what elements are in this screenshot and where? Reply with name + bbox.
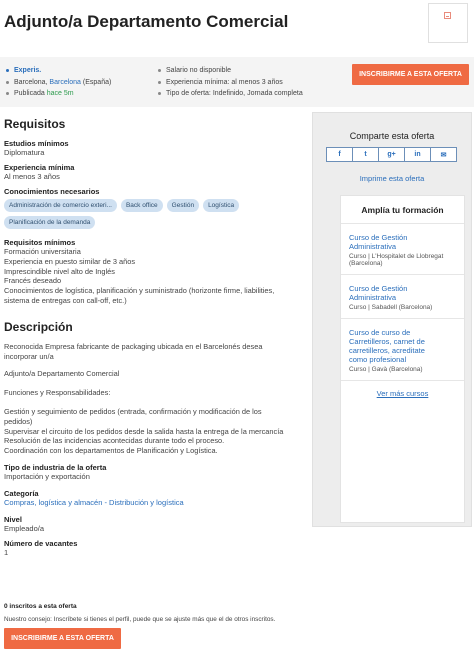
facebook-icon[interactable]: f: [326, 147, 353, 162]
course-name-line[interactable]: Curso de Gestión: [349, 233, 408, 242]
course-name-line[interactable]: Curso de Gestión: [349, 284, 408, 293]
company-link[interactable]: Experis.: [14, 67, 42, 74]
min-req-line: Formación universitaria: [4, 247, 81, 256]
inscribed-count: 0 inscritos a esta oferta: [4, 603, 77, 610]
course-item[interactable]: [341, 224, 464, 275]
knowledge-tag[interactable]: Logística: [203, 199, 239, 212]
min-req-text: [4, 247, 304, 306]
functions-title: Funciones y Responsabilidades:: [4, 388, 111, 398]
bullet-icon: [158, 69, 161, 72]
experience-value: Al menos 3 años: [4, 172, 60, 181]
page-title: Adjunto/a Departamento Comercial: [4, 12, 289, 31]
course-location: Curso | Gavà (Barcelona): [349, 366, 423, 373]
more-courses-link[interactable]: Ver más cursos: [376, 389, 429, 398]
logo-mark-icon: [444, 12, 451, 19]
studies-value: Diplomatura: [4, 148, 45, 157]
training-box: [340, 195, 465, 523]
functions-text: [4, 407, 304, 456]
course-item[interactable]: [341, 275, 464, 319]
advice-text: Nuestro consejo: Inscríbete si tienes el perfil, puede que se ajuste más que el de otros inscritos.: [4, 616, 276, 623]
bullet-icon: [6, 81, 9, 84]
category-separator: -: [102, 497, 110, 507]
bullet-icon: [6, 92, 9, 95]
description-heading: Descripción: [4, 319, 73, 334]
vacancies-value: 1: [4, 547, 9, 557]
linkedin-icon[interactable]: in: [404, 147, 431, 162]
min-req-line: Experiencia en puesto similar de 3 años: [4, 256, 136, 266]
level-value: Empleado/a: [4, 523, 45, 533]
apply-button-bottom[interactable]: INSCRIBIRME A ESTA OFERTA: [4, 628, 121, 649]
location-country: (España): [82, 78, 112, 86]
course-name-line[interactable]: Administrativa: [349, 293, 397, 302]
summary-right: [158, 65, 303, 100]
company-logo[interactable]: [428, 3, 468, 43]
email-icon[interactable]: ✉: [430, 147, 457, 162]
min-req-label: Requisitos mínimos: [4, 238, 76, 247]
experience-text: Experiencia mínima: al menos 3 años: [166, 78, 283, 86]
course-name-line[interactable]: Curso de curso de: [349, 328, 411, 337]
share-title: Comparte esta oferta: [349, 131, 435, 141]
contract-text: Tipo de oferta: Indefinido, Jornada completa: [166, 90, 303, 97]
apply-button-top[interactable]: INSCRIBIRME A ESTA OFERTA: [352, 64, 469, 85]
intro-line: incorporar un/a: [4, 351, 54, 361]
intro-line: Reconocida Empresa fabricante de packaging ubicada en el Barcelonés desea: [4, 341, 263, 351]
function-line: pedidos): [4, 416, 33, 426]
course-location: Curso | L'Hospitalet de Llobregat (Barcelona): [349, 253, 444, 267]
salary-text: Salario no disponible: [166, 67, 231, 74]
location-link[interactable]: Barcelona: [49, 78, 81, 86]
course-item[interactable]: [341, 319, 464, 381]
industry-label: Tipo de industria de la oferta: [4, 462, 107, 472]
function-line: Coordinación con los departamentos de Planificación y Logística.: [4, 446, 218, 456]
vacancies-label: Número de vacantes: [4, 538, 78, 548]
bullet-icon: [6, 69, 9, 72]
min-req-line: Conocimientos de logística, planificación y suministrado (horizonte firme, liabilities,: [4, 286, 275, 296]
course-name-line[interactable]: como profesional: [349, 355, 407, 364]
print-link[interactable]: Imprime esta oferta: [359, 174, 425, 183]
course-name-line[interactable]: carretilleros, acreditate: [349, 346, 425, 355]
share-buttons: [313, 147, 471, 162]
function-line: Gestión y seguimiento de pedidos (entrada, confirmación y modificación de los: [4, 406, 262, 416]
course-location: Curso | Sabadell (Barcelona): [349, 304, 433, 311]
knowledge-tag[interactable]: Back office: [121, 199, 163, 212]
sidebar: [312, 112, 472, 527]
studies-label: Estudios mínimos: [4, 139, 69, 148]
experience-label: Experiencia mínima: [4, 163, 75, 172]
min-req-line: Imprescindible nivel alto de Inglés: [4, 266, 115, 276]
twitter-icon[interactable]: t: [352, 147, 379, 162]
category-label: Categoría: [4, 488, 39, 498]
description-intro: [4, 342, 304, 362]
category-link[interactable]: Compras, logística y almacén: [4, 497, 103, 507]
page-header: [0, 0, 474, 52]
knowledge-tags: [4, 199, 304, 229]
description-position: Adjunto/a Departamento Comercial: [4, 369, 120, 379]
category-link[interactable]: Distribución y logística: [109, 497, 184, 507]
min-req-line: Francés deseado: [4, 276, 62, 286]
knowledge-tag[interactable]: Gestión: [167, 199, 199, 212]
function-line: Supervisar el circuito de los pedidos desde la salida hasta la entrega de la mercancía: [4, 426, 284, 436]
main-content: [4, 117, 304, 558]
bullet-icon: [158, 92, 161, 95]
google-plus-icon[interactable]: g+: [378, 147, 405, 162]
course-name-line[interactable]: Administrativa: [349, 242, 397, 251]
published-value: hace 5m: [46, 90, 74, 97]
training-title: Amplía tu formación: [341, 196, 464, 224]
location-city: Barcelona: [14, 78, 46, 86]
level-label: Nivel: [4, 514, 22, 524]
function-line: Resolución de las incidencias acontecidas durante todo el proceso.: [4, 436, 225, 446]
summary-left: Experis. Barcelona , Barcelona (España) Publicada hace 5m: [6, 65, 111, 100]
min-req-line: sistema de entregas con call-off, etc.): [4, 295, 127, 305]
course-name-line[interactable]: Carretilleros, carnet de: [349, 337, 425, 346]
industry-value: Importación y exportación: [4, 471, 90, 481]
requirements-heading: Requisitos: [4, 117, 66, 131]
category-value: [4, 498, 304, 508]
bullet-icon: [158, 81, 161, 84]
knowledge-tag[interactable]: Planificación de la demanda: [4, 216, 95, 229]
published-label: Publicada: [14, 90, 45, 97]
knowledge-label: Conocimientos necesarios: [4, 187, 100, 196]
knowledge-tag[interactable]: Administración de comercio exteri...: [4, 199, 117, 212]
